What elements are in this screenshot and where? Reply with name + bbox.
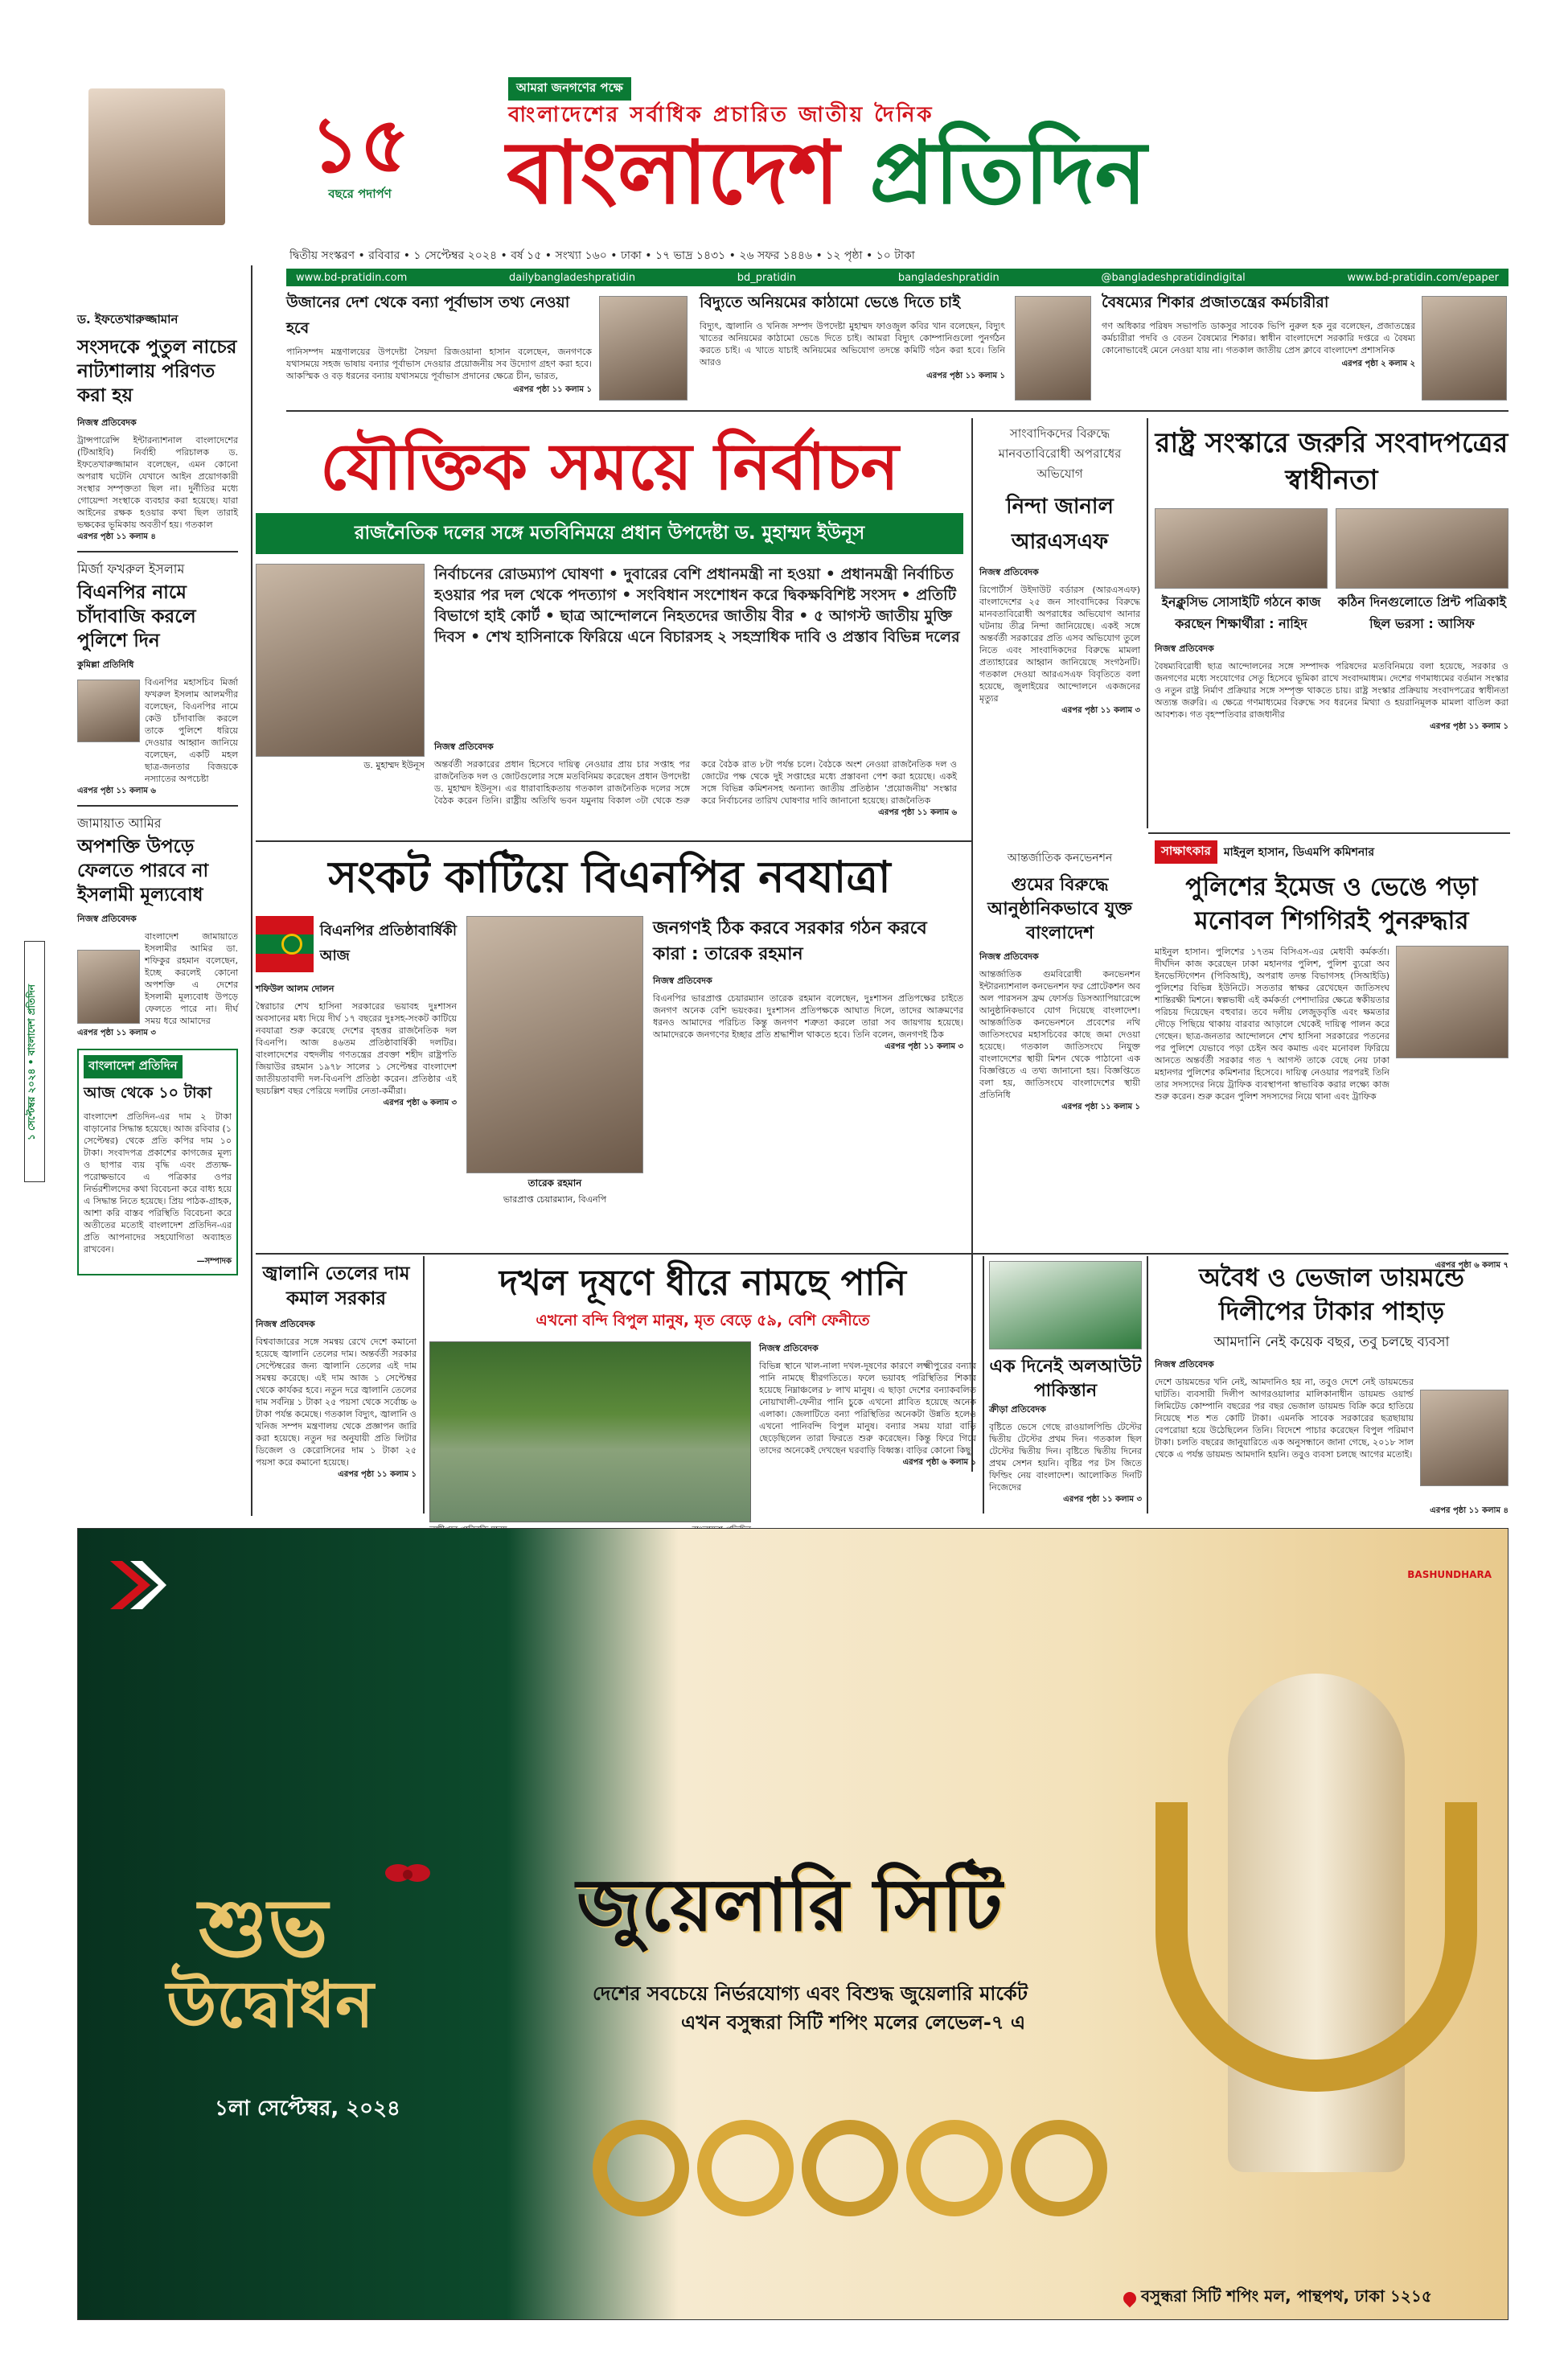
fuel-price-story xyxy=(256,1261,417,1518)
bangles-row xyxy=(593,2108,1155,2228)
sponsor-logo: BASHUNDHARA xyxy=(1407,1569,1492,1580)
body-text: বিভিন্ন স্থানে খাল-নালা দখল-দূষণের কারণে লক্ষ্মীপুরের বন্যার পানি নামছে ধীরগতিতে। ফলে ভয়াবহ পরিস্থিতির শিকার হয়েছে নিম্নাঞ্চলের ৮ লাখ মানুষ। এ ছাড়া দেশের বন্যাকবলিত নোয়াখালী-ফেনীর পানি চুকে এখনো প্লাবিত হয়েছে অনেক এলাকা। জেলাটিতে বন্যা পরিস্থিতির অনেকটা উন্নতি হলেও এখনো পানিবন্দি বিপুল মানুষ। বন্যার সময় যারা বাড়ি ছেড়েছিলেন তারা ফিরতে শুরু করেছেন। কিন্তু ফিরে গিয়ে তাদের অনেকেই দেখছেন ঘরবাড়ি বিধ্বস্ত। বাড়ির কোনো কিছু xyxy=(759,1361,976,1456)
body-text: বৈষম্যবিরোধী ছাত্র আন্দোলনের সঙ্গে সম্পাদক পরিষদের মতবিনিময়ে বলা হয়েছে, সরকার ও জনগণের মধ্যে সংযোগের সেতু হিসেবে ভূমিকা রাখে সংবাদমাধ্যম। দেশের গণমাধ্যমের বর্তমান সংস্কার ও নতুন রাষ্ট্র নির্মাণ প্রক্রিয়ার সঙ্গে সম্পৃক্ত থাকতে চায়। রাষ্ট্র সংস্কার প্রক্রিয়ায় সংবাদপত্রের স্বাধীনতা অত্যন্ত জরুরি। এ ক্ষেত্রে গণমাধ্যমের বিরুদ্ধে সব ধরনের মিথ্যা ও হয়রানিমূলক মামলা বাতিল করা আবশ্যক। গত বৃহস্পতিবার রাজধানীর xyxy=(1155,661,1508,720)
continuation: এরপর পৃষ্ঠা ১১ কলাম ১ xyxy=(1430,722,1508,731)
continuation: এরপর পৃষ্ঠা ১১ কলাম ৩ xyxy=(77,1029,156,1037)
mainul-hasan-photo xyxy=(1396,946,1508,1058)
divider xyxy=(286,410,1508,412)
subhead-flood: এখনো বন্দি বিপুল মানুষ, মৃত বেড়ে ৫৯, বেশি ফেনীতে xyxy=(536,1312,870,1329)
continuation: এরপর পৃষ্ঠা ১১ কলাম ৩ xyxy=(1063,1495,1142,1504)
divider xyxy=(256,840,971,842)
headline-police: পুলিশের ইমেজ ও ভেঙে পড়া মনোবল শিগগিরই পুনরুদ্ধার xyxy=(1185,873,1478,935)
byline: নিজস্ব প্রতিবেদক xyxy=(1155,1359,1214,1370)
headline-extortion: বিএনপির নামে চাঁদাবাজি করলে পুলিশে দিন xyxy=(77,581,196,651)
flood-story xyxy=(429,1261,976,1518)
body-text: মাইনুল হাসান। পুলিশের ১৭তম বিসিএস-এর মেধাবী কর্মকর্তা। দীর্ঘদিন কাজ করেছেন ঢাকা মহানগর পুলিশ, পুলিশ ব্যুরো অব ইনভেস্টিগেশন (পিবিআই), অপরাধ তদন্ত বিভাগসহ (সিআইডি) পুলিশের বিভিন্ন ইউনিটে। সততার স্বাক্ষর রেখেছেন জাতিসংঘ শান্তিরক্ষী মিশনে। স্বল্পভাষী এই কর্মকর্তা পেশাদারির ক্ষেত্রে স্বকীয়তার পরিচয় দিয়েছেন বহুবার। তবে দলীয় লেজুড়বৃত্তি এবং ক্ষমতার দৌড়ে পিছিয়ে থাকায় বারবার আড়ালে থেকেই দায়িত্ব পালন করে গেছেন। ছাত্র-জনতার আন্দোলনে শেখ হাসিনা সরকারের পতনের পর পুলিশে যেভাবে পড়া চেইন অব কমান্ড এবং মনোবল ফিরিয়ে আনতে অন্তর্বর্তী সরকার গত ৭ আগস্ট তাকে বেছে নেয় ঢাকা মহানগর পুলিশের কমিশনার হিসেবে। দায়িত্ব নেওয়ার পরপরই তিনি তার সদস্যদের নিয়ে ট্রাফিক ব্যবস্থাপনা স্বাভাবিক করার লক্ষ্যে কাজ শুরু করেন। শুরু করেন পুলিশ সদস্যদের নিয়ে থানা এবং ট্রাফিক xyxy=(1155,947,1389,1102)
continuation: এরপর পৃষ্ঠা ১১ কলাম ৪ xyxy=(1430,1506,1508,1515)
enforced-disappearance-story xyxy=(979,848,1140,1283)
body-text: গণ অধিকার পরিষদ সভাপতি ডাকসুর সাবেক ভিপি নুরুল হক নুর বলেছেন, প্রজাতন্ত্রের কর্মচারীরা পদবি ও বেতন বৈষম্যের শিকার। স্বাধীন বাংলাদেশে সরকারি দপ্তরে এ বৈষম্য কোনোভাবেই মেনে নেওয়া যায় না। গতকাল জাতীয় প্রেস ক্লাবে বাংলাদেশ প্রশাসনিক xyxy=(1102,321,1415,355)
byline: নিজস্ব প্রতিবেদক xyxy=(1155,643,1214,654)
quote-tarique: জনগণই ঠিক করবে সরকার গঠন করবে কারা : তারেক রহমান xyxy=(653,918,927,964)
headline-jamaat: অপশক্তি উপড়ে ফেলতে পারবে না ইসলামী মূল্যবোধ xyxy=(77,836,209,906)
headline: বৈষম্যের শিকার প্রজাতন্ত্রের কর্মচারীরা xyxy=(1102,294,1329,311)
price-notice-sign: —সম্পাদক xyxy=(196,1257,232,1266)
body-text: রিপোর্টার্স উইদাউট বর্ডারস (আরএসএফ) বাংলাদেশের ২৫ জন সাংবাদিকের বিরুদ্ধে মানবতাবিরোধী অপরাধের অভিযোগ আনার ঘটনায় তীব্র নিন্দা জানিয়েছে। একই সঙ্গে অন্তর্বর্তী সরকারের প্রতি এসব অভিযোগ তুলে নিতে এবং সাংবাদিকদের বিরুদ্ধে মামলা প্রত্যাহারের আহ্বান জানিয়েছে সংগঠনটি। গতকাল দেওয়া আরএসএফ বিবৃতিতে বলা হয়েছে, জুলাইয়ের আন্দোলনে একজনের মৃত্যুর xyxy=(979,585,1140,704)
divider xyxy=(1147,1256,1148,1514)
mirza-fakhrul-photo xyxy=(77,680,140,742)
headline-bnp: সংকট কাটিয়ে বিএনপির নবযাত্রা xyxy=(328,851,891,902)
headline-flood: দখল দূষণে ধীরে নামছে পানি xyxy=(499,1263,907,1304)
kicker: আন্তর্জাতিক কনভেনশন xyxy=(1007,852,1113,865)
headline: বিদ্যুতে অনিয়মের কাঠামো ভেঙে দিতে চাই xyxy=(700,294,961,311)
divider xyxy=(251,265,252,1516)
anniversary-logo xyxy=(289,99,430,205)
paper-title xyxy=(507,121,1147,225)
dateline: দ্বিতীয় সংস্করণ • রবিবার • ১ সেপ্টেম্বর ২০২৪ • বর্ষ ১৫ • সংখ্যা ১৬০ • ঢাকা • ১৭ ভাদ্র ১৪৩১ • ২৬ সফর ১৪৪৬ • ১২ পৃষ্ঠা • ১০ টাকা xyxy=(289,249,915,262)
ad-address: বসুন্ধরা সিটি শপিং মল, পান্থপথ, ঢাকা ১২১৫ xyxy=(1141,2286,1432,2306)
body-text: বিএনপির ভারপ্রাপ্ত চেয়ারম্যান তারেক রহমান বলেছেন, দুঃশাসন প্রতিপক্ষের চাইতে জনগণ অনেক বেশি ভয়ংকর। দুঃশাসন প্রতিপক্ষকে আঘাত দিলে, তাদের আক্রমণের ধরনও আমাদের পরিচিত কিন্তু জনগণ শত্রুতা করলে তারা সব জায়গায় হয়েছে। আমাদেরকে জনগণের ইচ্ছার প্রতি শ্রদ্ধাশীল থাকতে হবে। তিনি বলেন, জনগণই ঠিক xyxy=(653,993,963,1040)
shafiqur-rahman-photo xyxy=(77,950,140,1024)
kicker: সাংবাদিকদের বিরুদ্ধে মানবতাবিরোধী অপরাধের অভিযোগ xyxy=(998,426,1122,481)
top-story-flood-forecast xyxy=(286,291,592,404)
body-text: আন্তর্জাতিক গুমবিরোধী কনভেনশন ইন্টারন্যাশনাল কনভেনশন ফর প্রোটেকশন অব অল পারসনস ফ্রম ফোর্সড ডিসঅ্যাপিয়ারেন্সে আনুষ্ঠানিকভাবে যোগ দিয়েছে বাংলাদেশ। আন্তর্জাতিক কনভেনশনে প্রবেশের নথি জাতিসংঘের মহাসচিবের কাছে জমা দেওয়া হয়েছে। গতকাল জাতিসংঘে নিযুক্ত বাংলাদেশের স্থায়ী মিশন থেকে পাঠানো এক বিজ্ঞপ্তিতে এ তথ্য জানানো হয়। বিজ্ঞপ্তিতে বলা হয়, জাতিসংঘে বাংলাদেশের স্থায়ী প্রতিনিধি xyxy=(979,969,1140,1100)
kicker: মির্জা ফখরুল ইসলাম xyxy=(77,561,185,577)
gold-bangle-icon xyxy=(1011,2120,1107,2216)
lead-subhead: রাজনৈতিক দলের সঙ্গে মতবিনিময়ে প্রধান উপদেষ্টা ড. মুহাম্মদ ইউনূস xyxy=(256,513,963,554)
press-freedom-story xyxy=(1155,425,1508,827)
rsf-story xyxy=(979,425,1140,843)
lead-points: নির্বাচনের রোডম্যাপ ঘোষণা • দুবারের বেশি প্রধানমন্ত্রী না হওয়া • প্রধানমন্ত্রী নির্বাচিত হওয়ার পর দল থেকে পদত্যাগ • সংবিধান সংশোধন করে দ্বিকক্ষবিশিষ্ট সংসদ • প্রতিটি বিভাগে হাই কোর্ট • ছাত্র আন্দোলনে নিহতদের জাতীয় বীর • ৫ আগস্ট জাতীয় মুক্তি দিবস • শেখ হাসিনাকে ফিরিয়ে এনে বিচারসহ ২ সহস্রাধিক দাবি ও প্রস্তাব বিভিন্ন দলের xyxy=(434,565,960,646)
chevron-logo-icon xyxy=(110,1561,166,1609)
gold-necklace-icon xyxy=(1155,1802,1477,2092)
byline: নিজস্ব প্রতিবেদক xyxy=(979,951,1039,962)
yunus-photo xyxy=(256,564,425,757)
divider xyxy=(77,551,238,552)
byline: নিজস্ব প্রতিবেদক xyxy=(77,417,137,428)
continuation: এরপর পৃষ্ঠা ১১ কলাম ১ xyxy=(1061,1103,1140,1111)
flag-emblem-icon xyxy=(281,934,302,955)
lead-body xyxy=(434,740,957,820)
headline: উজানের দেশ থেকে বন্যা পূর্বাভাস তথ্য নেওয়া হবে xyxy=(286,294,570,337)
photo-caption: তারেক রহমান xyxy=(527,1177,582,1189)
body-text: অন্তর্বর্তী সরকারের প্রধান হিসেবে দায়িত্ব নেওয়ার প্রায় চার সপ্তাহ পর রাজনৈতিক দল ও জোটগুলোর সঙ্গে মতবিনিময় করেছেন প্রধান উপদেষ্টা ড. মুহাম্মদ ইউনূস। এর ধারাবাহিকতায় গতকাল রাজনৈতিক দলের সঙ্গে বৈঠক করেন তিনি। রাষ্ট্রীয় অতিথি ভবন যমুনায় বিকাল ৩টা থেকে শুরু করে বৈঠক রাত ৮টা পর্যন্ত চলে। বৈঠকে অংশ নেওয়া রাজনৈতিক দল ও জোটের পক্ষ থেকে দুই সপ্তাহের মধ্যে প্রস্তাবনা পেশ করা হয়েছে। একই সঙ্গে বিভিন্ন কমিশনসহ অন্যান্য জাতীয় প্রতিষ্ঠান 'প্রয়োজনীয়' সংস্কার করে নির্বাচনের তারিখ ঘোষণার দাবি জানানো হয়েছে। রাজনৈতিক xyxy=(434,759,957,806)
price-notice-body: বাংলাদেশ প্রতিদিন-এর দাম ২ টাকা বাড়ানোর সিদ্ধান্ত হয়েছে। আজ রবিবার (১ সেপ্টেম্বর) থেকে প্রতি কপির দাম ১০ টাকা। সংবাদপত্র প্রকাশের কাগজের মূল্য ও ছাপার ব্যয় বৃদ্ধি এবং প্রত্যক্ষ-পরোক্ষভাবে এ পত্রিকার ওপর নির্ভরশীলদের কথা বিবেচনা করে বাধ্য হয়ে এ সিদ্ধান্ত নিতে হয়েছে। প্রিয় পাঠক-গ্রাহক, আশা করি বাস্তব পরিস্থিতি বিবেচনা করে অতীতের মতোই বাংলাদেশ প্রতিদিন-এর প্রতি আপনাদের সহযোগিতা অব্যাহত রাখবেন। xyxy=(84,1111,232,1255)
divider xyxy=(1147,418,1148,828)
continuation: এরপর পৃষ্ঠা ১১ কলাম ৪ xyxy=(77,532,156,541)
body-text: বাংলাদেশ জামায়াতে ইসলামীর আমির ডা. শফিকুর রহমান বলেছেন, ইচ্ছে করলেই কোনো অপশক্তি এ দেশের ইসলামী মূল্যবোধ উপড়ে ফেলতে পারে না। দীর্ঘ সময় ধরে আমাদের xyxy=(145,931,238,1026)
body-text: বিশ্ববাজারের সঙ্গে সমন্বয় রেখে দেশে কমানো হয়েছে জ্বালানি তেলের দাম। অন্তর্বর্তী সরকার সেপ্টেম্বরের জন্য জ্বালানি তেলের এই দাম সমন্বয় করেছে। এই দাম আজ ১ সেপ্টেম্বর থেকে কার্যকর হবে। নতুন দরে জ্বালানি তেলের দাম সর্বনিম্ন ১ টাকা ২৫ পয়সা থেকে সর্বোচ্চ ৬ টাকা পর্যন্ত কমেছে। গতকাল বিদ্যুৎ, জ্বালানি ও খনিজ সম্পদ মন্ত্রণালয় থেকে প্রজ্ঞাপন জারি করা হয়েছে। নতুন দর অনুযায়ী প্রতি লিটার ডিজেল ও কেরোসিনের দাম ১ টাকা ২৫ পয়সা করে কমানো হয়েছে। xyxy=(256,1337,417,1468)
continuation: এরপর পৃষ্ঠা ১১ কলাম ৩ xyxy=(1061,706,1140,715)
social-website[interactable]: www.bd-pratidin.com xyxy=(296,271,408,284)
social-strip xyxy=(286,269,1508,286)
quote-asif: কঠিন দিনগুলোতে প্রিন্ট পত্রিকাই ছিল ভরসা : আসিফ xyxy=(1337,594,1507,631)
body-text: দেশে ডায়মন্ডের খনি নেই, আমদানিও হয় না, তবুও দেশে নেই ডায়মন্ডের ঘাটতি। ব্যবসায়ী দিলীপ আগরওয়ালার মালিকানাধীন ডায়মন্ড ওয়ার্ল্ড লিমিটেড কোম্পানি বছরের পর বছর ভেজাল ডায়মন্ড বিক্রি করে হাতিয়ে নিয়েছে শত শত কোটি টাকা। এমনকি সাবেক সরকারের ছত্রছায়ায় বেপরোয়া হয়ে উঠেছিলেন তিনি। বিদেশে পাচার করেছেন বিপুল পরিমাণ টাকা। চলতি বছরের জানুয়ারিতে এক অনুসন্ধানে জানা গেছে, ২০১৮ সাল থেকে এ পর্যন্ত ডায়মন্ড আমদানি হয়নি। তবুও ব্যবসা চলছে আগের মতোই। xyxy=(1155,1377,1414,1460)
interview-tag: সাক্ষাৎকার xyxy=(1155,840,1217,864)
cricket-photo xyxy=(989,1261,1142,1349)
masthead xyxy=(0,0,1568,265)
price-notice-headline: আজ থেকে ১০ টাকা xyxy=(84,1084,212,1102)
gold-bangle-icon xyxy=(802,2120,898,2216)
byline: নিজস্ব প্রতিবেদক xyxy=(434,741,494,752)
ribbon-icon xyxy=(384,1859,432,1891)
brand-chevron-icon xyxy=(110,1561,166,1609)
brand-name: জুয়েলারি সিটি xyxy=(577,1863,1003,1948)
asif-photo xyxy=(1336,508,1508,589)
byline: ক্রীড়া প্রতিবেদক xyxy=(989,1404,1046,1415)
continuation: এরপর পৃষ্ঠা ১১ কলাম ৬ xyxy=(77,787,156,795)
byline: নিজস্ব প্রতিবেদক xyxy=(653,975,712,986)
divider xyxy=(423,1256,425,1514)
flag-text: বিএনপির প্রতিষ্ঠাবার্ষিকী আজ xyxy=(319,922,457,964)
byline: শফিউল আলম দোলন xyxy=(256,984,335,994)
anniversary-number: ১৫ xyxy=(310,99,410,190)
shubho-text: শুভ xyxy=(199,1880,328,1975)
continuation: এরপর পৃষ্ঠা ১১ কলাম ১ xyxy=(513,385,592,394)
location-pin-icon xyxy=(1121,2289,1139,2307)
tagline-line2: এখন বসুন্ধরা সিটি শপিং মলের লেভেল-৭ এ xyxy=(681,2011,1026,2034)
headline-disappearance: গুমের বিরুদ্ধে আনুষ্ঠানিকভাবে যুক্ত বাংলাদেশ xyxy=(987,874,1132,943)
continuation: এরপর পৃষ্ঠা ৬ কলাম ১ xyxy=(902,1458,976,1467)
diamond-story xyxy=(1155,1261,1508,1518)
fouzul-kabir-photo xyxy=(1015,296,1091,400)
continuation: এরপর পৃষ্ঠা ২ কলাম ২ xyxy=(1341,359,1415,368)
subhead-diamond: আমদানি নেই কয়েক বছর, তবু চলছে ব্যবসা xyxy=(1213,1334,1450,1350)
tarique-rahman-photo xyxy=(466,916,643,1173)
photo-caption-title: ভারপ্রাপ্ত চেয়ারম্যান, বিএনপি xyxy=(503,1194,607,1205)
bnp-flag xyxy=(256,916,314,972)
social-youtube[interactable]: @bangladeshpratidindigital xyxy=(1101,271,1246,284)
author-name: ড. ইফতেখারুজ্জামান xyxy=(77,312,179,327)
continuation: এরপর পৃষ্ঠা ১১ কলাম ৬ xyxy=(878,808,957,817)
body-text: বিএনপির মহাসচিব মির্জা ফখরুল ইসলাম আলমগীর বলেছেন, বিএনপির নামে কেউ চাঁদাবাজি করলে তাকে পুলিশে ধরিয়ে দেওয়ার আহ্বান জানিয়ে বলেছেন, একটি মহল ছাত্র-জনতার বিজয়কে নস্যাতের অপচেষ্টা xyxy=(145,677,238,784)
headline-fuel: জ্বালানি তেলের দাম কমাল সরকার xyxy=(262,1263,410,1309)
continuation: এরপর পৃষ্ঠা ১১ কলাম ১ xyxy=(926,372,1005,380)
tagline-box: আমরা জনগণের পক্ষে xyxy=(508,77,631,101)
tagline-line1: দেশের সবচেয়ে নির্ভরযোগ্য এবং বিশুদ্ধ জুয়েলারি মার্কেট xyxy=(593,1982,1028,2005)
divider xyxy=(983,1256,984,1514)
nahid-photo xyxy=(1155,508,1328,589)
spine-text: ১ সেপ্টেম্বর ২০২৪ • বাংলাদেশ প্রতিদিন xyxy=(26,984,37,1141)
headline-reform: রাষ্ট্র সংস্কারে জরুরি সংবাদপত্রের স্বাধীনতা xyxy=(1155,427,1508,496)
bnp-story xyxy=(256,848,963,1323)
dmp-commissioner-interview xyxy=(1155,840,1508,1323)
red-bow-icon xyxy=(384,1859,432,1891)
continuation: এরপর পৃষ্ঠা ১১ কলাম ১ xyxy=(338,1470,417,1479)
divider xyxy=(256,1253,1508,1255)
headline-diamond: অবৈধ ও ভেজাল ডায়মন্ডে দিলীপের টাকার পাহাড় xyxy=(1199,1263,1464,1326)
photo-caption: ড. মুহাম্মদ ইউনূস xyxy=(363,760,425,770)
flood-photo xyxy=(429,1341,751,1522)
social-instagram[interactable]: bangladeshpratidin xyxy=(897,271,999,284)
divider xyxy=(77,805,238,807)
continuation: এরপর পৃষ্ঠা ১১ কলাম ৩ xyxy=(885,1042,963,1051)
gold-bangle-icon xyxy=(906,2120,1003,2216)
author-portrait xyxy=(88,88,225,225)
body-text: ট্রান্সপারেন্সি ইন্টারন্যাশনাল বাংলাদেশের (টিআইবি) নির্বাহী পরিচালক ড. ইফতেখারুজ্জামান বলেছেন, এমন কোনো অপরাধ ঘটেনি যেখানে আইন প্রয়োগকারী সংস্থার সম্পৃক্ততা ছিল না। দুর্নীতির মধ্যে গোয়েন্দা সংস্থাকে ব্যবহার করা হয়েছে। যারা আইনের রক্ষক হওয়ার কথা ছিল তারাই ভক্ষকের ভূমিকায় অবতীর্ণ হয়। গতকাল xyxy=(77,435,238,530)
body-text: বিদ্যুৎ, জ্বালানি ও খনিজ সম্পদ উপদেষ্টা মুহাম্মদ ফাওজুল কবির খান বলেছেন, বিদ্যুৎ খাতের অনিয়মের কাঠামো ভেঙে দিতে চাই। আমরা বিদ্যুৎ কোম্পানিগুলো পুনর্গঠন করতে চাই। এ খাতে যাচাই অনিয়মের অভিযোগ তদন্তে কমিটি গঠন করা হবে। তিনি আরও xyxy=(700,321,1005,368)
title-part2: প্রতিদিন xyxy=(869,122,1147,224)
price-notice-title: বাংলাদেশ প্রতিদিন xyxy=(84,1055,183,1078)
anniversary-text: বছরে পদার্পণ xyxy=(328,187,392,201)
lead-headline: যৌক্তিক সময়ে নির্বাচন xyxy=(320,429,899,504)
gold-bangle-icon xyxy=(593,2120,689,2216)
interviewee: মাইনুল হাসান, ডিএমপি কমিশনার xyxy=(1223,845,1375,859)
top-story-discrimination xyxy=(1102,291,1415,404)
jewellery-city-advertisement[interactable] xyxy=(77,1528,1508,2320)
byline: নিজস্ব প্রতিবেদক xyxy=(759,1343,819,1353)
necklace-display xyxy=(1139,1674,1493,2172)
headline-rsf: নিন্দা জানাল আরএসএফ xyxy=(1006,495,1114,554)
social-twitter[interactable]: bd_pratidin xyxy=(737,271,797,284)
rizwana-hasan-photo xyxy=(599,296,688,400)
headline-parliament: সংসদকে পুতুল নাচের নাট্যশালায় পরিণত করা হয় xyxy=(77,336,237,406)
left-column xyxy=(77,233,238,1532)
cricket-story xyxy=(989,1261,1142,1518)
byline: কুমিল্লা প্রতিনিধি xyxy=(77,659,134,670)
gold-bangle-icon xyxy=(697,2120,794,2216)
body-text: বৃষ্টিতে ভেসে গেছে রাওয়ালপিন্ডি টেস্টের দ্বিতীয় টেস্টের প্রথম দিন। গতকাল ছিল টেস্টের দ্বিতীয় দিন। বৃষ্টিতে দ্বিতীয় দিনের প্রথম সেশন হয়নি। বৃষ্টির পর টস জিতে ফিল্ডিং নেয় বাংলাদেশ। আলোকিত দিনটি নিজেদের xyxy=(989,1422,1142,1493)
price-notice-box xyxy=(77,1049,238,1275)
nurul-haque-nur-photo xyxy=(1422,296,1507,400)
top-story-power-sector xyxy=(700,291,1005,404)
byline: নিজস্ব প্রতিবেদক xyxy=(979,567,1039,577)
social-facebook[interactable]: dailybangladeshpratidin xyxy=(509,271,636,284)
divider xyxy=(1148,832,1510,834)
udbodhon-text: উদ্বোধন xyxy=(166,1966,374,2042)
body-text: স্বৈরাচার শেখ হাসিনা সরকারের ভয়াবহ দুঃশাসন অবসানের মধ্য দিয়ে দীর্ঘ ১৭ বছরের দুঃসহ-সংকট কাটিয়ে নবযাত্রা শুরু করেছে দেশের বৃহত্তর রাজনৈতিক দল বিএনপি। আজ ৪৬তম প্রতিষ্ঠাবার্ষিকী দলটির। বাংলাদেশের বহুদলীয় গণতন্ত্রের প্রবক্তা শহীদ রাষ্ট্রপতি জিয়াউর রহমান ১৯৭৮ সালের ১ সেপ্টেম্বর বাংলাদেশ জাতীয়তাবাদী দল-বিএনপি প্রতিষ্ঠা করেন। প্রতিষ্ঠার এই ছয়চল্লিশ বছর পেরিয়ে দলটির নেতা-কর্মীরা। xyxy=(256,1001,457,1096)
byline: নিজস্ব প্রতিবেদক xyxy=(77,914,137,924)
inauguration-date: ১লা সেপ্টেম্বর, ২০২৪ xyxy=(215,2097,400,2121)
kicker: জামায়াত আমির xyxy=(77,815,162,831)
continuation: এরপর পৃষ্ঠা ৬ কলাম ৭ xyxy=(1435,1261,1508,1270)
tagline: বাংলাদেশের সর্বাধিক প্রচারিত জাতীয় দৈনিক xyxy=(508,103,934,127)
headline-cricket: এক দিনেই অলআউট পাকিস্তান xyxy=(989,1356,1142,1401)
body-text: পানিসম্পদ মন্ত্রণালয়ের উপদেষ্টা সৈয়দা রিজওয়ানা হাসান বলেছেন, জনগণকে যথাসময়ে সহজ ভাষায় বন্যার পূর্বাভাস দেওয়ার প্রয়োজনীয় সব উদ্যোগ গ্রহণ করা হবে। আকস্মিক ও বড় ধরনের বন্যায় যথাসময়ে পূর্বাভাস প্রদানের ক্ষেত্রে চীন, ভারত, xyxy=(286,347,592,381)
dilip-agarwala-photo xyxy=(1420,1390,1508,1486)
title-part1: বাংলাদেশ xyxy=(507,122,839,224)
byline: নিজস্ব প্রতিবেদক xyxy=(256,1319,315,1329)
social-epaper[interactable]: www.bd-pratidin.com/epaper xyxy=(1347,271,1499,284)
quote-nahid: ইনক্লুসিভ সোসাইটি গঠনে কাজ করছেন শিক্ষার্থীরা : নাহিদ xyxy=(1161,594,1321,631)
spine-strip xyxy=(24,941,45,1182)
continuation: এরপর পৃষ্ঠা ৬ কলাম ৩ xyxy=(383,1099,457,1107)
